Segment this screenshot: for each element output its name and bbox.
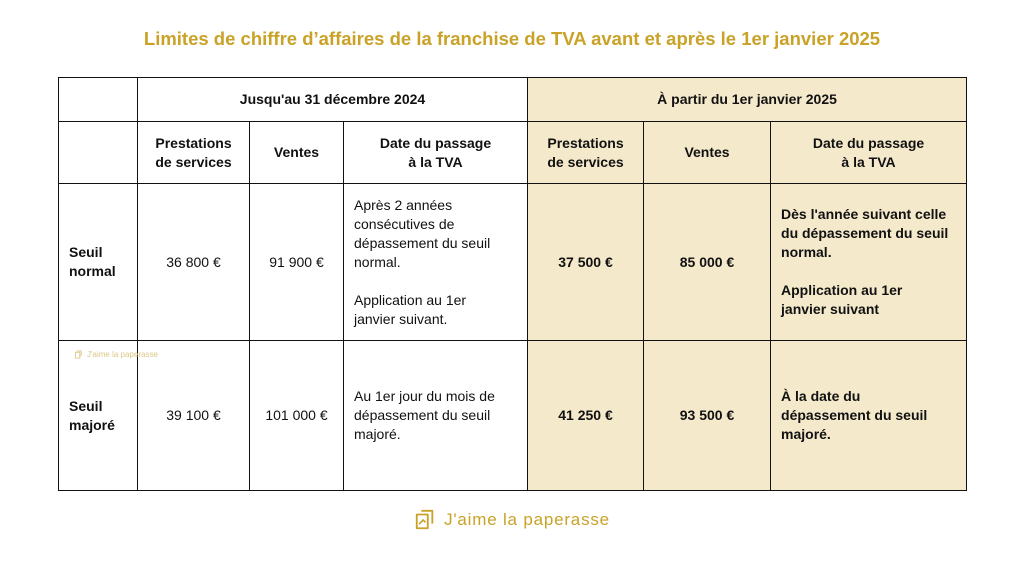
watermark: [74, 350, 158, 359]
col-header-ventes-after: Ventes: [644, 122, 771, 184]
group-header-before: Jusqu'au 31 décembre 2024: [138, 78, 528, 122]
watermark-text: J'aime la paperasse: [87, 350, 158, 359]
paper-stack-icon: [74, 350, 83, 359]
table-row-seuil-majore: [59, 341, 967, 491]
cell-date-after: Dès l'année suivant celle du dépassement du seuil normal. Application au 1er janvier suivant: [771, 184, 967, 341]
cell-ventes-after: 93 500 €: [644, 341, 771, 491]
cell-services-after: 41 250 €: [528, 341, 644, 491]
cell-services-after: 37 500 €: [528, 184, 644, 341]
row-label-seuil-majore: Seuil majoré: [59, 341, 138, 491]
cell-ventes-before: 101 000 €: [250, 341, 344, 491]
row-label-seuil-normal: Seuil normal: [59, 184, 138, 341]
brand-text: J'aime la paperasse: [444, 510, 610, 529]
col-header-ventes-before: Ventes: [250, 122, 344, 184]
corner-cell: [59, 78, 138, 122]
cell-date-before: Après 2 années consécutives de dépassement du seuil normal. Application au 1er janvier suivant.: [344, 184, 528, 341]
cell-ventes-after: 85 000 €: [644, 184, 771, 341]
col-header-services-after: Prestations de services: [528, 122, 644, 184]
table-subheader-row: [59, 122, 967, 184]
table-header-row: [59, 78, 967, 122]
cell-date-before: Au 1er jour du mois de dépassement du seuil majoré.: [344, 341, 528, 491]
col-header-date-after: Date du passage à la TVA: [771, 122, 967, 184]
tva-threshold-table: [58, 77, 967, 491]
cell-services-before: 36 800 €: [138, 184, 250, 341]
cell-services-before: 39 100 €: [138, 341, 250, 491]
col-header-services-before: Prestations de services: [138, 122, 250, 184]
cell-ventes-before: 91 900 €: [250, 184, 344, 341]
col-header-date-before: Date du passage à la TVA: [344, 122, 528, 184]
group-header-after: À partir du 1er janvier 2025: [528, 78, 967, 122]
brand-logo: [0, 509, 1024, 531]
cell-date-after: À la date du dépassement du seuil majoré.: [771, 341, 967, 491]
paper-stack-icon: [414, 509, 436, 531]
corner-cell-2: [59, 122, 138, 184]
table-row-seuil-normal: [59, 184, 967, 341]
page-title: Limites de chiffre d’affaires de la franchise de TVA avant et après le 1er janvier 2025: [143, 28, 881, 49]
